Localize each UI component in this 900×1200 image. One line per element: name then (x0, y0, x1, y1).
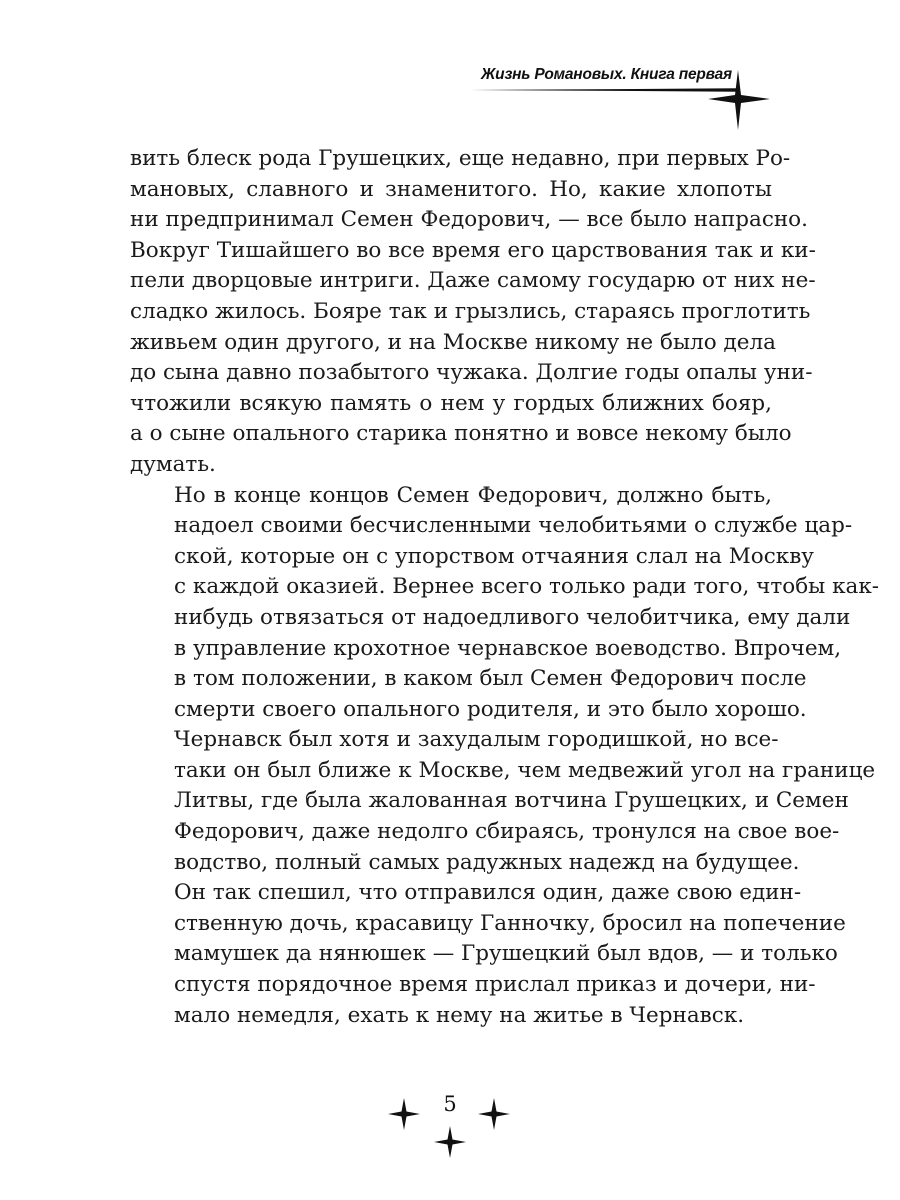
text-line: мамушек да нянюшек — Грушецкий был вдов, — и только (174, 941, 838, 967)
text-line: до сына давно позабытого чужака. Долгие годы опалы уни- (130, 360, 813, 386)
text-line: спустя порядочное время прислал приказ и дочери, ни- (174, 972, 816, 998)
text-line: надоел своими бесчисленными челобитьями о службе цар- (174, 513, 853, 539)
text-line: живьем один другого, и на Москве никому не было дела (130, 329, 776, 355)
header-title: Жизнь Романовых. Книга первая (481, 66, 732, 83)
text-line: мановых, славного и знаменитого. Но, какие хлопоты (130, 176, 772, 202)
text-line: ственную дочь, красавицу Ганночку, бросил на попечение (174, 910, 846, 936)
text-line: Он так спешил, что отправился один, даже свою един- (174, 880, 802, 906)
text-line: пели дворцовые интриги. Даже самому государю от них не- (130, 268, 816, 294)
text-line: таки он был ближе к Москве, чем медвежий угол на границе (174, 757, 876, 783)
text-line: Федорович, даже недолго сбираясь, тронулся на свое вое- (174, 819, 840, 845)
page-number: 5 (443, 1092, 457, 1116)
text-line: чтожили всякую память о нем у гордых ближних бояр, (130, 390, 772, 416)
paragraph (130, 725, 876, 878)
text-line: ской, которые он с упорством отчаяния слал на Москву (174, 543, 814, 569)
text-line: смерти своего опального родителя, и это было хорошо. (174, 696, 807, 722)
text-line: Вокруг Тишайшего во все время его царствования так и ки- (130, 237, 816, 263)
text-line: мало немедля, ехать к нему на житье в Чернавск. (174, 1002, 745, 1028)
text-line: в том положении, в каком был Семен Федорович после (174, 666, 807, 692)
text-line: ни предпринимал Семен Федорович, — все было напрасно. (130, 207, 808, 233)
paragraph (130, 481, 880, 726)
text-line: думать. (130, 451, 216, 477)
paragraph (130, 144, 816, 481)
text-line: Литвы, где была жалованная вотчина Грушецких, и Семен (174, 788, 849, 814)
text-line: а о сыне опального старика понятно и вовсе некому было (130, 421, 792, 447)
text-line: вить блеск рода Грушецких, еще недавно, при первых Ро- (130, 146, 791, 171)
text-line: с каждой оказией. Вернее всего только ради того, чтобы как- (174, 574, 880, 600)
body-text (130, 144, 880, 1031)
paragraph (130, 878, 846, 1031)
text-line: сладко жилось. Бояре так и грызлись, стараясь проглотить (130, 298, 811, 324)
text-line: Чернавск был хотя и захудалым городишкой, но все- (174, 727, 779, 753)
text-line: нибудь отвязаться от надоедливого челобитчика, ему дали (174, 604, 851, 630)
text-line: в управление крохотное чернавское воеводство. Впрочем, (174, 635, 842, 661)
text-line: водство, полный самых радужных надежд на будущее. (174, 849, 800, 875)
running-header (468, 62, 772, 134)
text-line: Но в конце концов Семен Федорович, должно быть, (174, 482, 772, 508)
page-footer (380, 1088, 520, 1168)
